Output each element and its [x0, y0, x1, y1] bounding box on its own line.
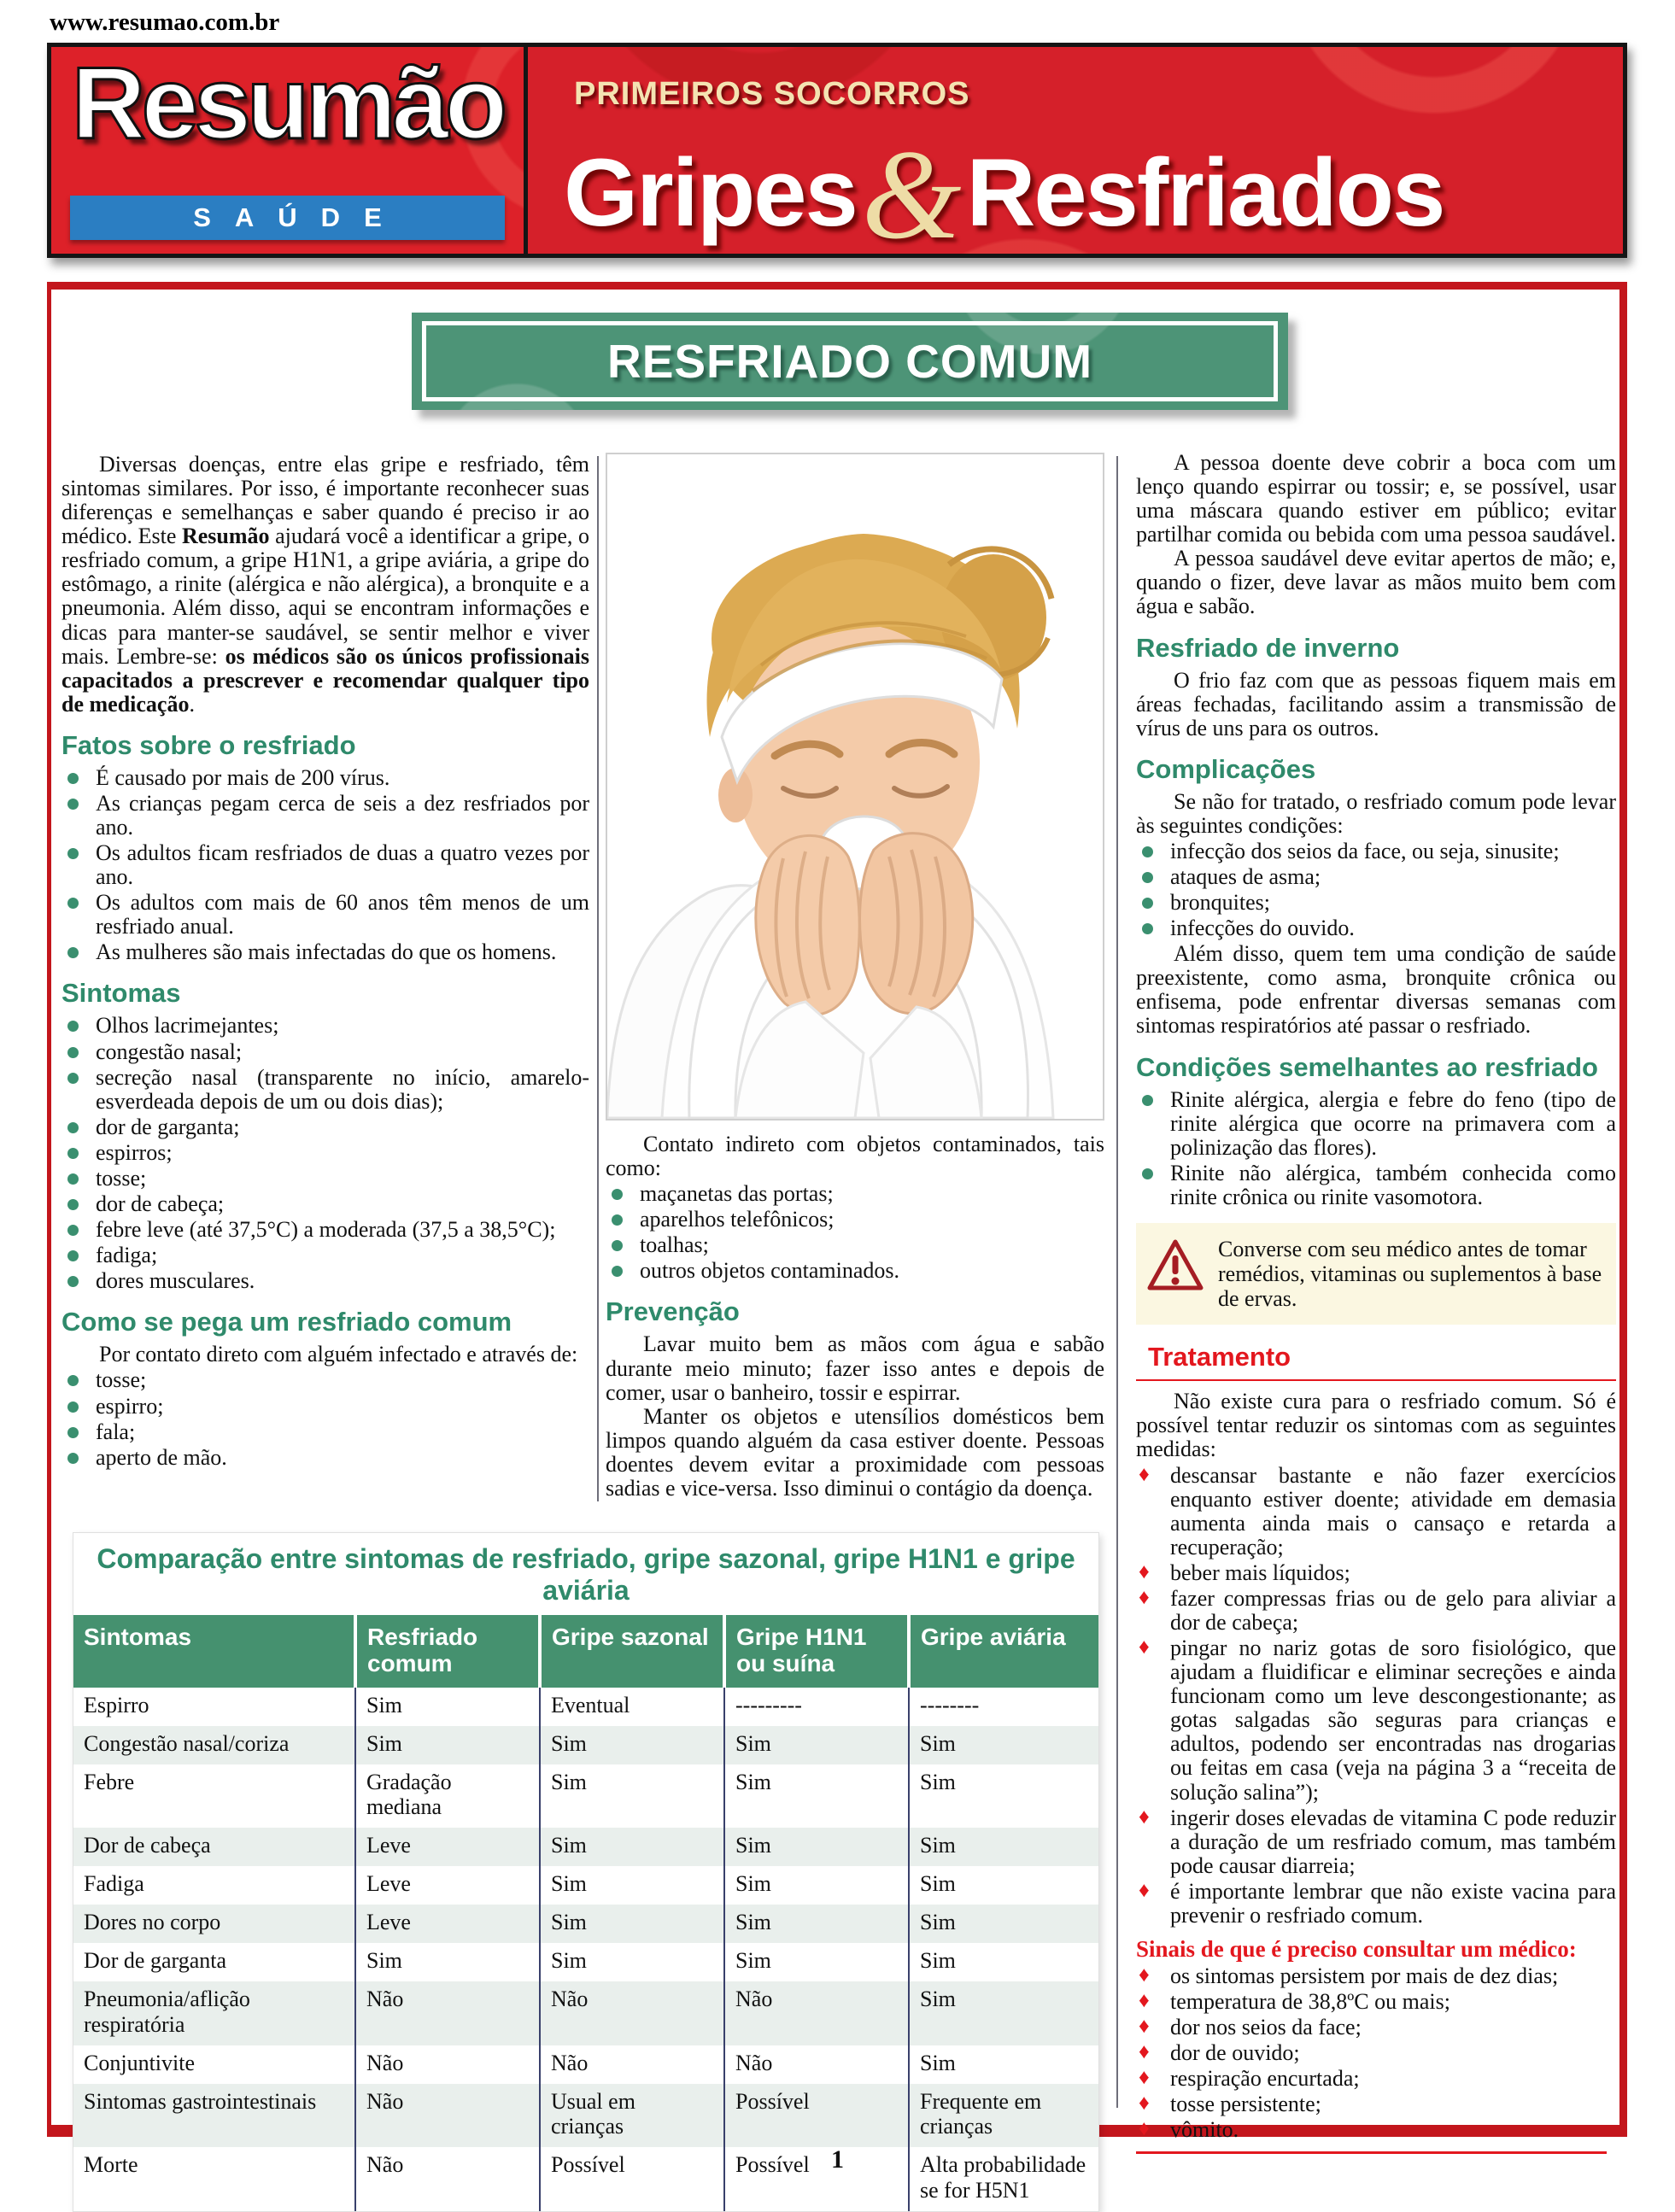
table-cell: Não [540, 2045, 724, 2084]
list-item: Rinite não alérgica, também conhecida como rinite crônica ou rinite vasomotora. [1136, 1162, 1616, 1209]
list-item: ataques de asma; [1136, 865, 1616, 889]
list-item: infecções do ouvido. [1136, 916, 1616, 940]
list-item: tosse; [61, 1167, 589, 1191]
page-number: 1 [831, 2145, 844, 2174]
list-item: dor de cabeça; [61, 1192, 589, 1216]
intro-bold-medicos: os médicos são os únicos profissionais capacitados a prescrever e recomendar qualquer tipo de medicação [61, 643, 589, 717]
sick-person-paragraph: A pessoa doente deve cobrir a boca com um lenço quando espirrar ou tossir; e, se possível, usar uma máscara quando estiver em público; evitar partilhar comida ou bebida com uma pessoa saudável. [1136, 450, 1616, 547]
table-cell: Não [724, 2045, 909, 2084]
list-item: congestão nasal; [61, 1040, 589, 1064]
table-header-gripe-aviaria: Gripe aviária [909, 1615, 1098, 1688]
heading-tratamento: Tratamento [1136, 1342, 1616, 1381]
heading-como-se-pega: Como se pega um resfriado comum [61, 1307, 512, 1337]
table-cell: Sim [909, 1828, 1098, 1866]
list-item: ♦ fazer compressas frias ou de gelo para aliviar a dor de cabeça; [1136, 1587, 1616, 1635]
table-cell: Sim [540, 1726, 724, 1764]
list-item: ♦ respiração encurtada; [1136, 2067, 1616, 2091]
list-item: ♦ temperatura de 38,8ºC ou mais; [1136, 1990, 1616, 2014]
list-item: infecção dos seios da face, ou seja, sinusite; [1136, 840, 1616, 863]
table-row [73, 1905, 1098, 1943]
healthy-person-paragraph: A pessoa saudável deve evitar apertos de mão; e, quando o fizer, deve lavar as mãos muito bem com água e sabão. [1136, 546, 1616, 619]
intro-text-2: ajudará você a identificar a gripe, o resfriado comum, a gripe H1N1, a gripe aviária, a gripe do estômago, a rinite (alérgica e não alérgica), a bronquite e a pneumonia. Além disso, aqui se encontram informações e dicas para manter-se saudável, se sentir melhor e viver mais. Lembre-se: [61, 524, 589, 669]
heading-sinais-medico: Sinais de que é preciso consultar um médico: [1136, 1936, 1577, 1962]
similar-conditions-list [1136, 1088, 1616, 1209]
table-row [73, 1764, 1098, 1829]
table-cell: Sintomas gastrointestinais [84, 2088, 317, 2114]
list-item: ♦ os sintomas persistem por mais de dez dias; [1136, 1964, 1616, 1988]
table-cell: Sim [724, 1828, 909, 1866]
table-cell: Sim [724, 1905, 909, 1943]
table-header-row [73, 1615, 1098, 1688]
list-item: ♦ beber mais líquidos; [1136, 1561, 1616, 1585]
table-cell: Congestão nasal/coriza [84, 1730, 290, 1756]
table-cell: Sim [909, 1866, 1098, 1905]
list-item: outros objetos contaminados. [606, 1259, 1104, 1283]
table-cell: Possível [724, 2084, 909, 2148]
table-cell: Sim [540, 1943, 724, 1981]
resumao-logo [51, 47, 528, 254]
table-header-sintomas: Sintomas [73, 1615, 355, 1688]
winter-paragraph: O frio faz com que as pessoas fiquem mais em áreas fechadas, facilitando assim a transmissão de vírus de uns para os outros. [1136, 667, 1616, 740]
list-item: dor de garganta; [61, 1115, 589, 1139]
table-cell: Sim [909, 1981, 1098, 2045]
title-ampersand: & [861, 124, 962, 266]
table-cell: Eventual [540, 1688, 724, 1726]
prevention-paragraph-2: Manter os objetos e utensílios domésticos bem limpos quando alguém da casa estiver doente. Pessoas doentes devem evitar a proximidade com pessoas sadias e vice-versa. Isso diminui o contágio da doença. [606, 1403, 1104, 1501]
table-cell: Frequente em crianças [909, 2084, 1098, 2148]
comparison-table [73, 1615, 1098, 2211]
doctor-warning-text: Converse com seu médico antes de tomar remédios, vitaminas ou suplementos à base de ervas. [1218, 1236, 1602, 1312]
table-cell: Morte [84, 2152, 138, 2178]
list-item: As mulheres são mais infectadas do que os homens. [61, 940, 589, 964]
table-cell: Sim [355, 1726, 540, 1764]
list-item: toalhas; [606, 1233, 1104, 1257]
table-cell: --------- [724, 1688, 909, 1726]
table-cell: Febre [84, 1769, 135, 1794]
table-cell: Sim [540, 1764, 724, 1829]
complications-paragraph-2: Além disso, quem tem uma condição de saúde preexistente, como asma, bronquite crônica ou enfisema, pode enfrentar diversas semanas com sintomas respiratórios até passar o resfriado. [1136, 941, 1616, 1039]
title-word-gripes: Gripes [564, 139, 857, 246]
table-row [73, 1866, 1098, 1905]
table-cell: Não [724, 1981, 909, 2045]
table-cell: Sim [355, 1688, 540, 1726]
doctor-warning-box [1136, 1223, 1616, 1325]
column-divider-2 [1116, 456, 1118, 2108]
table-row [73, 2045, 1098, 2084]
header-banner [47, 43, 1627, 266]
list-item: ♦ dor de ouvido; [1136, 2041, 1616, 2065]
kicker-primeiros-socorros: PRIMEIROS SOCORROS [574, 76, 970, 112]
table-cell: Sim [724, 1866, 909, 1905]
table-cell: Conjuntivite [84, 2050, 195, 2075]
intro-text: Diversas doenças, entre elas gripe e resfriado, têm sintomas similares. Por isso, é importante reconhecer suas diferenças e semelhanças e saber quando é preciso ir ao médico. Este [61, 452, 589, 549]
table-cell: Usual em crianças [540, 2084, 724, 2148]
indirect-contact-list [606, 1182, 1104, 1283]
list-item: maçanetas das portas; [606, 1182, 1104, 1206]
table-header-gripe-h1n1: Gripe H1N1 ou suína [724, 1615, 909, 1688]
table-cell: Fadiga [84, 1871, 144, 1897]
table-cell: Pneumonia/aflição respiratória [84, 1986, 250, 2037]
table-cell: Dor de cabeça [84, 1833, 211, 1858]
list-item: ♦ é importante lembrar que não existe vacina para prevenir o resfriado comum. [1136, 1880, 1616, 1928]
table-cell: Sim [540, 1866, 724, 1905]
table-row [73, 2084, 1098, 2148]
table-cell: Não [355, 2147, 540, 2211]
logo-wordmark: Resumão [71, 46, 504, 161]
table-cell: Não [355, 2045, 540, 2084]
list-item: dores musculares. [61, 1269, 589, 1293]
table-cell: Dores no corpo [84, 1910, 221, 1935]
column-1 [61, 453, 589, 1472]
list-item: Os adultos ficam resfriados de duas a quatro vezes por ano. [61, 841, 589, 889]
table-cell: Sim [909, 1943, 1098, 1981]
table-header-resfriado-comum: Resfriado comum [355, 1615, 540, 1688]
list-item: ♦ dor nos seios da face; [1136, 2016, 1616, 2039]
title-word-resfriados: Resfriados [966, 139, 1444, 246]
list-item: espirro; [61, 1395, 589, 1419]
table-row [73, 1828, 1098, 1866]
treatment-list [1136, 1464, 1616, 1928]
treatment-intro-paragraph: Não existe cura para o resfriado comum. Só é possível tentar reduzir os sintomas com as seguintes medidas: [1136, 1389, 1616, 1462]
table-cell: Sim [909, 1905, 1098, 1943]
table-cell: Dor de garganta [84, 1947, 227, 1973]
heading-prevencao: Prevenção [606, 1296, 740, 1327]
column-divider-1 [597, 456, 599, 1501]
table-cell: Sim [355, 1943, 540, 1981]
table-cell: Sim [724, 1943, 909, 1981]
table-header-gripe-sazonal: Gripe sazonal [540, 1615, 724, 1688]
complications-list [1136, 840, 1616, 940]
symptoms-list [61, 1014, 589, 1293]
list-item: É causado por mais de 200 vírus. [61, 766, 589, 790]
heading-condicoes-semelhantes: Condições semelhantes ao resfriado [1136, 1051, 1598, 1082]
table-cell: Possível [724, 2147, 909, 2211]
facts-list [61, 766, 589, 965]
site-url: www.resumao.com.br [50, 9, 280, 36]
list-item: Os adultos com mais de 60 anos têm menos de um resfriado anual. [61, 891, 589, 939]
list-item: ♦ pingar no nariz gotas de soro fisiológico, que ajudam a fluidificar e eliminar secreções e ainda funcionam como um leve descongestionante; as gotas salgadas são seguras para crianças e adultos, podendo ser encontradas nas drogarias ou feitas em casa (veja na página 3 a “receita de solução salina”); [1136, 1636, 1616, 1805]
sneezing-woman-photo [606, 453, 1104, 1121]
list-item: febre leve (até 37,5°C) a moderada (37,5 a 38,5°C); [61, 1218, 589, 1242]
list-item: ♦ descansar bastante e não fazer exercícios enquanto estiver doente; atividade em demasia aumenta ainda mais o cansaço e retarda a recuperação; [1136, 1464, 1616, 1560]
logo-saude-bar: SAÚDE [70, 196, 505, 240]
heading-complicacoes: Complicações [1136, 753, 1316, 784]
table-cell: Sim [724, 1726, 909, 1764]
list-item: aparelhos telefônicos; [606, 1208, 1104, 1232]
table-cell: Sim [909, 1726, 1098, 1764]
column-2 [606, 453, 1104, 1501]
list-item: ♦ ingerir doses elevadas de vitamina C pode reduzir a duração de um resfriado comum, mas também pode causar diarreia; [1136, 1806, 1616, 1878]
table-cell: Leve [355, 1828, 540, 1866]
complications-paragraph: Se não for tratado, o resfriado comum pode levar às seguintes condições: [1136, 788, 1616, 838]
table-row [73, 1981, 1098, 2045]
comparison-table-title: Comparação entre sintomas de resfriado, gripe sazonal, gripe H1N1 e gripe aviária [97, 1543, 1075, 1606]
main-title [564, 119, 1444, 266]
warning-triangle-icon [1146, 1238, 1204, 1291]
heading-sintomas: Sintomas [61, 978, 181, 1009]
table-cell: Alta probabilidade se for H5N1 [909, 2147, 1098, 2211]
list-item: bronquites; [1136, 891, 1616, 915]
table-row [73, 1943, 1098, 1981]
list-item: Olhos lacrimejantes; [61, 1014, 589, 1038]
list-item: tosse; [61, 1368, 589, 1392]
prevention-paragraph-1: Lavar muito bem as mãos com água e sabão durante meio minuto; fazer isso antes e depois de comer, usar o banheiro, tossir e espirrar. [606, 1331, 1104, 1405]
table-cell: Gradação mediana [355, 1764, 540, 1829]
list-item: As crianças pegam cerca de seis a dez resfriados por ano. [61, 792, 589, 840]
comparison-table-block [73, 1532, 1099, 2212]
list-item: ♦ tosse persistente; [1136, 2092, 1616, 2116]
list-item: Rinite alérgica, alergia e febre do feno (tipo de rinite alérgica que ocorre na primavera com a polinização das flores). [1136, 1088, 1616, 1160]
table-cell: Sim [540, 1905, 724, 1943]
list-item: espirros; [61, 1141, 589, 1165]
catch-paragraph: Por contato direto com alguém infectado e através de: [99, 1342, 578, 1367]
catch-list [61, 1368, 589, 1469]
heading-resfriado-inverno: Resfriado de inverno [1136, 632, 1400, 663]
sneezing-woman-illustration [607, 454, 1103, 1119]
table-cell: Sim [540, 1828, 724, 1866]
table-row [73, 1726, 1098, 1764]
table-cell: Leve [355, 1866, 540, 1905]
table-cell: Sim [909, 2045, 1098, 2084]
list-item: fala; [61, 1420, 589, 1444]
table-row [73, 1688, 1098, 1726]
heading-fatos: Fatos sobre o resfriado [61, 729, 356, 760]
list-item: secreção nasal (transparente no início, amarelo-esverdeada depois de um ou dois dias); [61, 1066, 589, 1114]
section-banner [412, 313, 1288, 410]
table-cell: -------- [909, 1688, 1098, 1726]
list-item: ♦ vômito. [1136, 2118, 1616, 2142]
intro-text-3: . [189, 691, 195, 717]
table-cell: Espirro [84, 1692, 149, 1718]
table-cell: Sim [909, 1764, 1098, 1829]
section-banner-label: RESFRIADO COMUM [606, 335, 1093, 388]
intro-bold-resumao: Resumão [181, 524, 270, 549]
indirect-contact-paragraph: Contato indireto com objetos contaminados, tais como: [606, 1132, 1104, 1181]
table-cell: Não [355, 2084, 540, 2148]
table-cell: Não [355, 1981, 540, 2045]
doctor-signals-list [1136, 1964, 1616, 2143]
list-item: fadiga; [61, 1244, 589, 1267]
table-cell: Não [540, 1981, 724, 2045]
table-cell: Possível [540, 2147, 724, 2211]
intro-paragraph [61, 453, 589, 717]
list-item: aperto de mão. [61, 1446, 589, 1470]
table-cell: Sim [724, 1764, 909, 1829]
column-3 [1136, 451, 1616, 2154]
table-cell: Leve [355, 1905, 540, 1943]
